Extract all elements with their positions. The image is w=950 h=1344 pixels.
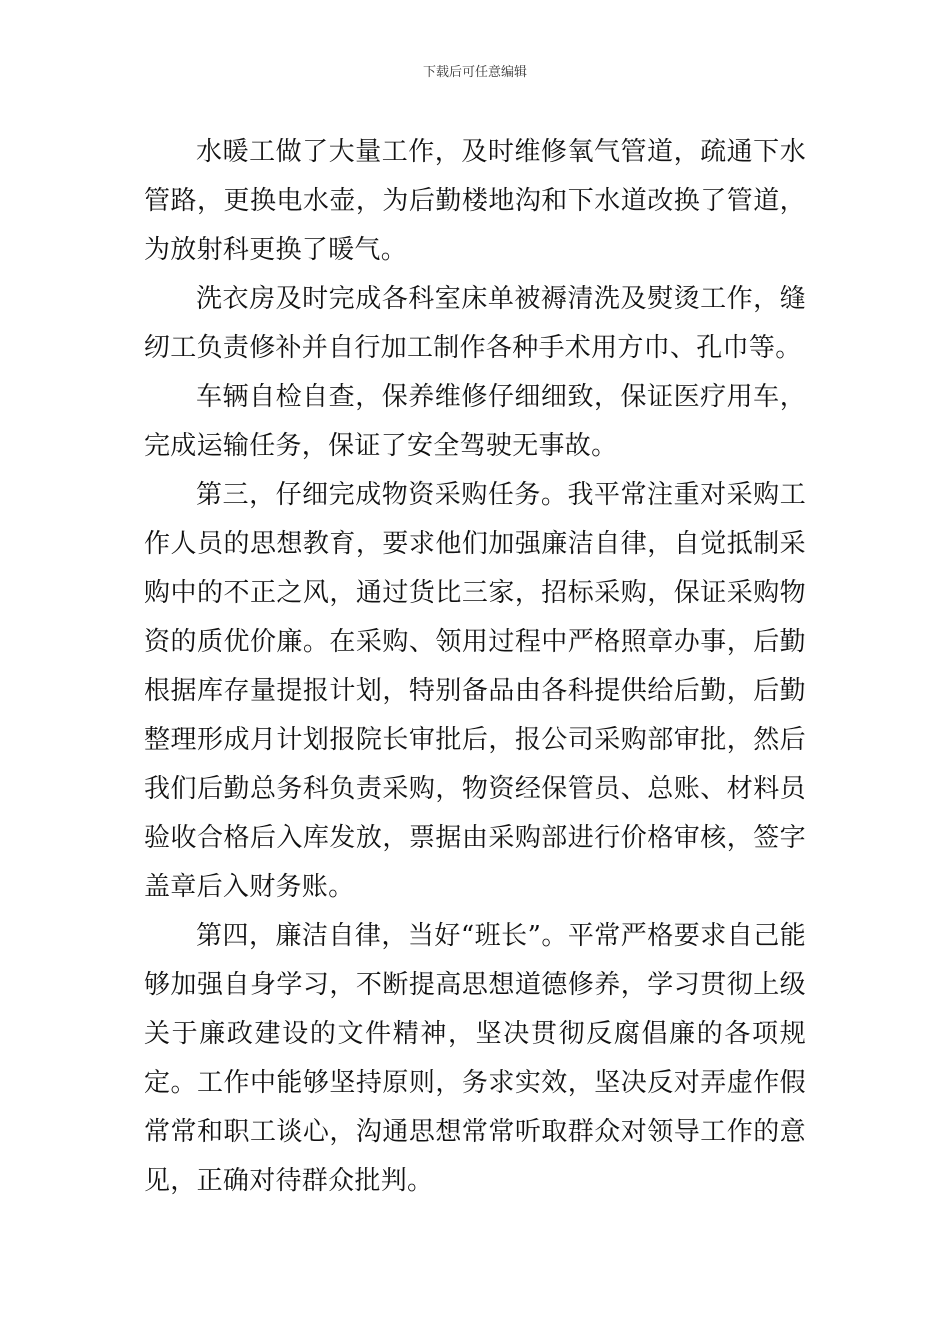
document-body bbox=[144, 128, 806, 1206]
paragraph-vehicles: 车辆自检自查，保养维修仔细细致，保证医疗用车，完成运输任务，保证了安全驾驶无事故。 bbox=[144, 382, 806, 461]
paragraph-integrity: 第四，廉洁自律，当好“班长”。平常严格要求自己能够加强自身学习，不断提高思想道德修养，学习贯彻上级关于廉政建设的文件精神，坚决贯彻反腐倡廉的各项规定。工作中能够坚持原则，务求实效，坚决反对弄虚作假常常和职工谈心，沟通思想常常听取群众对领导工作的意见，正确对待群众批判。 bbox=[144, 921, 806, 1196]
paragraph-procurement: 第三，仔细完成物资采购任务。我平常注重对采购工作人员的思想教育，要求他们加强廉洁自律，自觉抵制采购中的不正之风，通过货比三家，招标采购，保证采购物资的质优价廉。在采购、领用过程中严格照章办事，后勤根据库存量提报计划，特别备品由各科提供给后勤，后勤整理形成月计划报院长审批后，报公司采购部审批，然后我们后勤总务科负责采购，物资经保管员、总账、材料员验收合格后入库发放，票据由采购部进行价格审核，签字盖章后入财务账。 bbox=[144, 480, 806, 902]
paragraph-plumbing: 水暖工做了大量工作，及时维修氧气管道，疏通下水管路，更换电水壶，为后勤楼地沟和下水道改换了管道，为放射科更换了暖气。 bbox=[144, 137, 806, 265]
paragraph-laundry: 洗衣房及时完成各科室床单被褥清洗及熨烫工作，缝纫工负责修补并自行加工制作各种手术用方巾、孔巾等。 bbox=[144, 284, 806, 363]
page-header: 下载后可任意编辑 bbox=[422, 65, 527, 80]
